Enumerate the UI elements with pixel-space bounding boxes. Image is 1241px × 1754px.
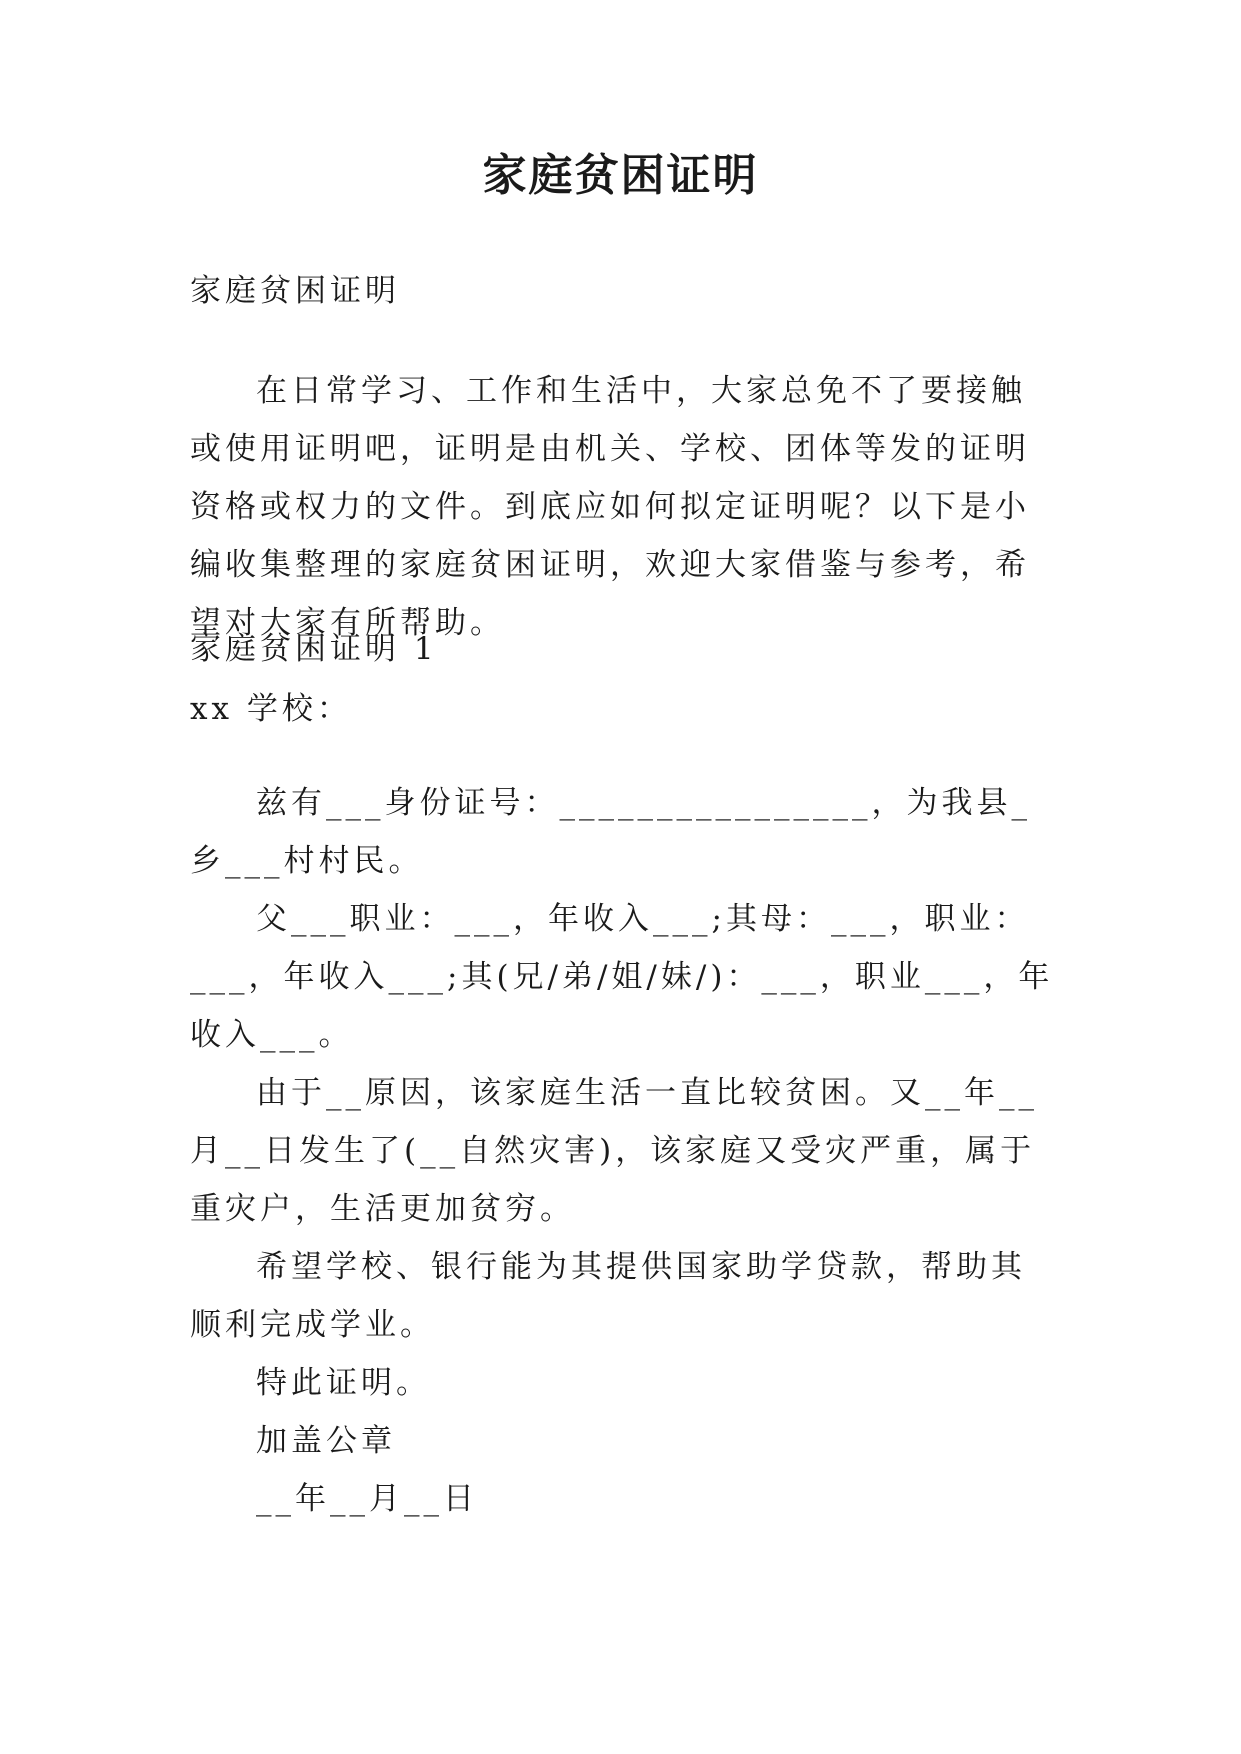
body-paragraph-family: 父___职业：___，年收入___;其母：___，职业：___，年收入___;其(兄/弟/姐/妹/)：___，职业___，年收入___。 (190, 901, 1054, 1053)
body-paragraph-request: 希望学校、银行能为其提供国家助学贷款，帮助其顺利完成学业。 (190, 1249, 1026, 1343)
body-paragraph-identity: 兹有___身份证号：________________，为我县_乡___村村民。 (190, 785, 1031, 879)
intro-paragraph: 在日常学习、工作和生活中，大家总免不了要接触或使用证明吧，证明是由机关、学校、团体等发的证明资格或权力的文件。到底应如何拟定证明呢？以下是小编收集整理的家庭贫困证明，欢迎大家借鉴与参考，希望对大家有所帮助。 (190, 373, 1030, 641)
section-heading: 家庭贫困证明 1 (190, 631, 438, 667)
body-paragraph-reason: 由于__原因，该家庭生活一直比较贫困。又__年__月__日发生了(__自然灾害)，该家庭又受灾严重，属于重灾户，生活更加贫穷。 (190, 1075, 1038, 1227)
document-subtitle: 家庭贫困证明 (190, 273, 400, 309)
seal-line: 加盖公章 (256, 1423, 396, 1459)
date-line: __年__月__日 (256, 1481, 478, 1517)
certificate-body (190, 774, 1060, 1528)
document-title: 家庭贫困证明 (482, 150, 759, 201)
salutation: xx 学校： (190, 691, 352, 727)
body-paragraph-closing: 特此证明。 (256, 1365, 431, 1401)
